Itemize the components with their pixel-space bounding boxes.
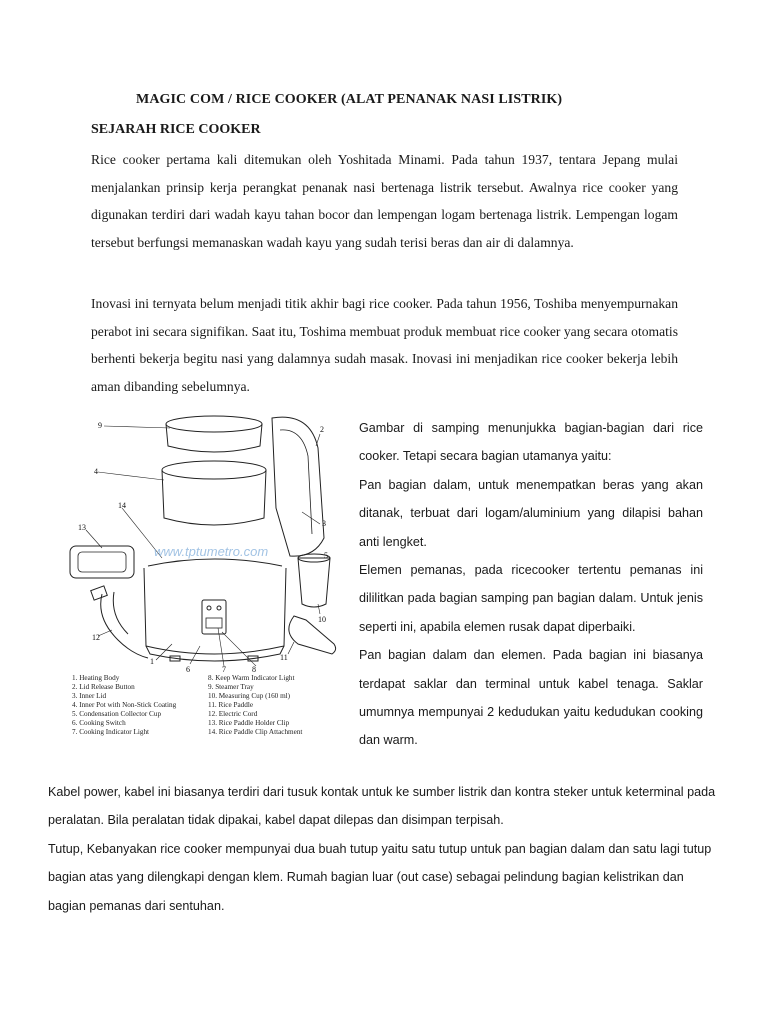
bottom-text xyxy=(48,778,720,920)
switch-description: Pan bagian dalam dan elemen. Pada bagian ini biasanya terdapat saklar dan terminal untuk kabel tenaga. Saklar umumnya mempunyai 2 kedudukan yaitu kedudukan cooking dan warm. xyxy=(359,648,703,748)
callout-12: 12 xyxy=(92,633,100,642)
section-heading: SEJARAH RICE COOKER xyxy=(91,122,261,137)
callout-2: 2 xyxy=(320,425,324,434)
legend-item: 12. Electric Cord xyxy=(208,710,258,718)
inner-pot-drawing xyxy=(162,461,266,479)
rice-cooker-diagram xyxy=(62,408,350,748)
legend-left xyxy=(72,674,177,736)
heating-element-description: Elemen pemanas, pada ricecooker tertentu pemanas ini dililitkan pada bagian samping pan bagian dalam. Untuk jenis seperti ini, apabila elemen rusak dapat diperbaiki. xyxy=(359,563,703,634)
legend-item: 8. Keep Warm Indicator Light xyxy=(208,674,295,682)
legend-item: 14. Rice Paddle Clip Attachment xyxy=(208,728,303,736)
legend-item: 3. Inner Lid xyxy=(72,692,107,700)
rice-paddle-drawing xyxy=(289,616,336,654)
watermark: www.tptumetro.com xyxy=(154,544,269,559)
callout-5: 5 xyxy=(324,551,328,560)
legend-item: 4. Inner Pot with Non-Stick Coating xyxy=(72,701,177,709)
steamer-tray-drawing xyxy=(166,416,262,432)
legend-right xyxy=(208,674,302,736)
paragraph-history-2: Inovasi ini ternyata belum menjadi titik akhir bagi rice cooker. Pada tahun 1956, Toshiba menyempurnakan perabot ini secara signifikan. Saat itu, Toshima membuat produk membuat rice cooker yang secara otomatis berhenti bekerja begitu nasi yang dalamnya sudah masak. Inovasi ini menjadikan rice cooker bekerja lebih aman dibanding sebelumnya. xyxy=(91,296,678,394)
callout-6: 6 xyxy=(186,665,190,674)
legend-item: 6. Cooking Switch xyxy=(72,719,126,727)
electric-cord-drawing xyxy=(101,594,148,658)
cooker-body-drawing xyxy=(148,559,282,566)
legend-item: 9. Steamer Tray xyxy=(208,683,254,691)
legend-item: 1. Heating Body xyxy=(72,674,120,682)
inner-pan-description: Pan bagian dalam, untuk menempatkan beras yang akan ditanak, terbuat dari logam/aluminium yang dilapisi bahan anti lengket. xyxy=(359,477,703,549)
callout-9: 9 xyxy=(98,421,102,430)
power-cable-paragraph: Kabel power, kabel ini biasanya terdiri dari tusuk kontak untuk ke sumber listrik dan kontra steker untuk keterminal pada peralatan. Bila peralatan tidak dipakai, kabel dapat dilepas dan disimpan terpisah. xyxy=(48,785,716,828)
legend-item: 2. Lid Release Button xyxy=(72,683,135,691)
measuring-cup-drawing xyxy=(298,558,330,607)
legend-item: 13. Rice Paddle Holder Clip xyxy=(208,719,290,727)
legend-item: 7. Cooking Indicator Light xyxy=(72,728,150,736)
callout-13: 13 xyxy=(78,523,86,532)
legend-item: 10. Measuring Cup (160 ml) xyxy=(208,692,291,700)
document-title: MAGIC COM / RICE COOKER (ALAT PENANAK NASI LISTRIK) xyxy=(136,92,563,107)
callout-1: 1 xyxy=(150,657,154,666)
legend-item: 5. Condensation Collector Cup xyxy=(72,710,162,718)
paragraph-history-1: Rice cooker pertama kali ditemukan oleh Yoshitada Minami. Pada tahun 1937, tentara Jepang mulai menjalankan prinsip kerja perangkat penanak nasi bertenaga listrik tersebut. Awalnya rice cooker yang digunakan terdiri dari wadah kayu tahan bocor dan lempengan logam bertenaga listrik. Lempengan logam tersebut berfungsi memanaskan wadah kayu yang sudah terisi beras dan air di dalamnya. xyxy=(91,152,678,250)
callout-11: 11 xyxy=(280,653,288,662)
figure-intro: Gambar di samping menunjukka bagian-bagian dari rice cooker. Tetapi secara bagian utamanya yaitu: xyxy=(359,421,703,464)
callout-8: 8 xyxy=(252,665,256,674)
callout-14: 14 xyxy=(118,501,126,510)
callout-10: 10 xyxy=(318,615,326,624)
callout-4: 4 xyxy=(94,467,98,476)
callout-3: 3 xyxy=(322,519,326,528)
callout-7: 7 xyxy=(222,665,226,674)
legend-item: 11. Rice Paddle xyxy=(208,701,254,709)
figure-description xyxy=(359,414,703,755)
control-panel-drawing xyxy=(202,600,226,634)
paddle-holder-drawing xyxy=(70,546,134,578)
lid-drawing xyxy=(272,417,324,556)
lid-paragraph: Tutup, Kebanyakan rice cooker mempunyai dua buah tutup yaitu satu tutup untuk pan bagian dalam dan satu lagi tutup bagian atas yang dilengkapi dengan klem. Rumah bagian luar (out case) sebagai pelindung bagian kelistrikan dan bagian pemanas dari sentuhan. xyxy=(48,841,712,913)
